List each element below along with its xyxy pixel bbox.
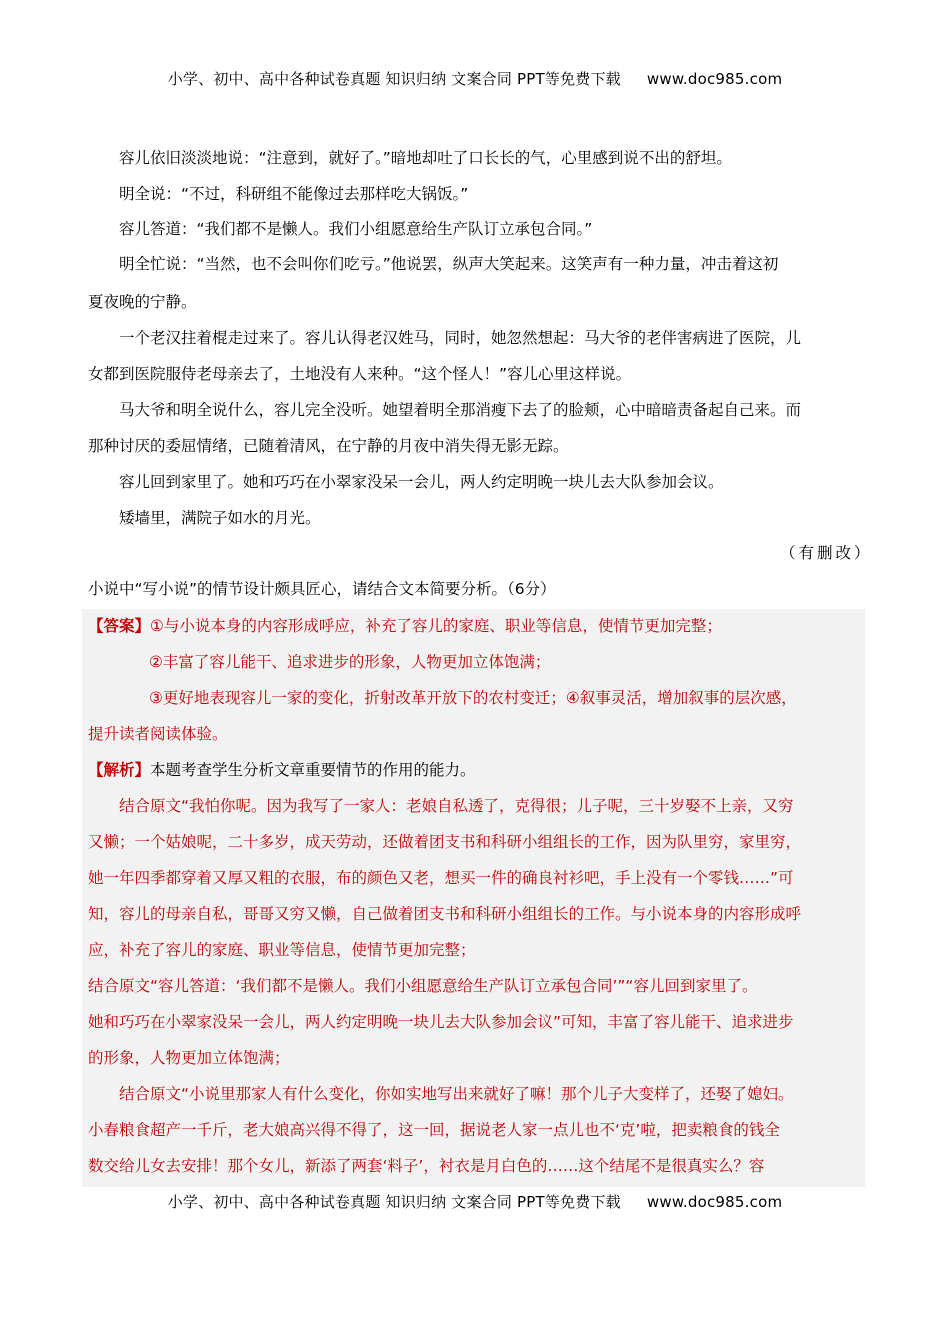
analysis-intro-line <box>88 758 476 780</box>
story-line: 矮墙里，满院子如水的月光。 <box>119 509 321 527</box>
analysis-line: 小春粮食超产一千斤，老大娘高兴得不得了，这一回，据说老人家一点儿也不‘克’啦，把卖粮食的钱全 <box>88 1121 780 1139</box>
story-line: 那种讨厌的委屈情绪，已随着清风，在宁静的月夜中消失得无影无踪。 <box>88 437 569 455</box>
question-text: 小说中“写小说”的情节设计颇具匠心，请结合文本简要分析。（6分） <box>88 580 556 598</box>
story-line: 女都到医院服侍老母亲去了，土地没有人来种。“这个怪人！”容儿心里这样说。 <box>88 365 632 383</box>
analysis-line: 结合原文“小说里那家人有什么变化，你如实地写出来就好了嘛！那个儿子大变样了，还娶了媳妇。 <box>119 1085 794 1103</box>
answer-point-3: ③更好地表现容儿一家的变化，折射改革开放下的农村变迁；④叙事灵活，增加叙事的层次感， <box>149 689 797 707</box>
story-line: 一个老汉拄着棍走过来了。容儿认得老汉姓马，同时，她忽然想起：马大爷的老伴害病进了医院，儿 <box>119 329 802 347</box>
story-line: 马大爷和明全说什么，容儿完全没听。她望着明全那消瘦下去了的脸颊，心中暗暗责备起自己来。而 <box>119 401 802 419</box>
footer-text: 小学、初中、高中各种试卷真题 知识归纳 文案合同 PPT等免费下载 <box>167 1193 621 1211</box>
answer-tag: 【答案】 <box>88 617 151 635</box>
header-url[interactable]: www.doc985.com <box>646 70 783 88</box>
analysis-line: 数交给儿女去安排！那个女儿，新添了两套‘料子’，衬衣是月白色的……这个结尾不是很真实么？容 <box>88 1157 765 1175</box>
analysis-line: 又懒；一个姑娘呢，二十多岁，成天劳动，还做着团支书和科研小组组长的工作，因为队里穷，家里穷， <box>88 833 802 851</box>
source-note: （有删改） <box>780 544 873 562</box>
answer-line-1 <box>88 614 722 636</box>
answer-point-1: ①与小说本身的内容形成呼应，补充了容儿的家庭、职业等信息，使情节更加完整； <box>150 617 722 635</box>
footer-url[interactable]: www.doc985.com <box>646 1193 783 1211</box>
analysis-line: 她和巧巧在小翠家没呆一会儿，两人约定明晚一块儿去大队参加会议”可知，丰富了容儿能干、追求进步 <box>88 1013 794 1031</box>
header-text: 小学、初中、高中各种试卷真题 知识归纳 文案合同 PPT等免费下载 <box>167 70 621 88</box>
analysis-intro: 本题考查学生分析文章重要情节的作用的能力。 <box>150 761 476 779</box>
analysis-line: 结合原文“我怕你呢。因为我写了一家人：老娘自私透了，克得很；儿子呢，三十岁娶不上亲，又穷 <box>119 797 794 815</box>
story-line: 夏夜晚的宁静。 <box>88 293 197 311</box>
story-line: 容儿答道：“我们都不是懒人。我们小组愿意给生产队订立承包合同。” <box>119 220 593 238</box>
analysis-line: 的形象，人物更加立体饱满； <box>88 1049 290 1067</box>
story-line: 明全说：“不过，科研组不能像过去那样吃大锅饭。” <box>119 185 469 203</box>
answer-point-4: 提升读者阅读体验。 <box>88 725 228 743</box>
page-header <box>0 68 950 89</box>
answer-point-2: ②丰富了容儿能干、追求进步的形象，人物更加立体饱满； <box>149 653 551 671</box>
analysis-line: 应，补充了容儿的家庭、职业等信息，使情节更加完整； <box>88 941 476 959</box>
story-line: 容儿回到家里了。她和巧巧在小翠家没呆一会儿，两人约定明晚一块儿去大队参加会议。 <box>119 473 724 491</box>
page-footer <box>0 1191 950 1212</box>
analysis-line: 她一年四季都穿着又厚又粗的衣服，布的颜色又老，想买一件的确良衬衫吧，手上没有一个零钱……”可 <box>88 869 794 887</box>
analysis-line: 结合原文“容儿答道：‘我们都不是懒人。我们小组愿意给生产队订立承包合同’”“容儿回到家里了。 <box>88 977 758 995</box>
story-line: 容儿依旧淡淡地说：“注意到，就好了。”暗地却吐了口长长的气，心里感到说不出的舒坦。 <box>119 149 732 167</box>
story-line: 明全忙说：“当然，也不会叫你们吃亏。”他说罢，纵声大笑起来。这笑声有一种力量，冲击着这初 <box>119 255 779 273</box>
analysis-line: 知，容儿的母亲自私，哥哥又穷又懒，自己做着团支书和科研小组组长的工作。与小说本身的内容形成呼 <box>88 905 802 923</box>
analysis-tag: 【解析】 <box>88 761 151 779</box>
